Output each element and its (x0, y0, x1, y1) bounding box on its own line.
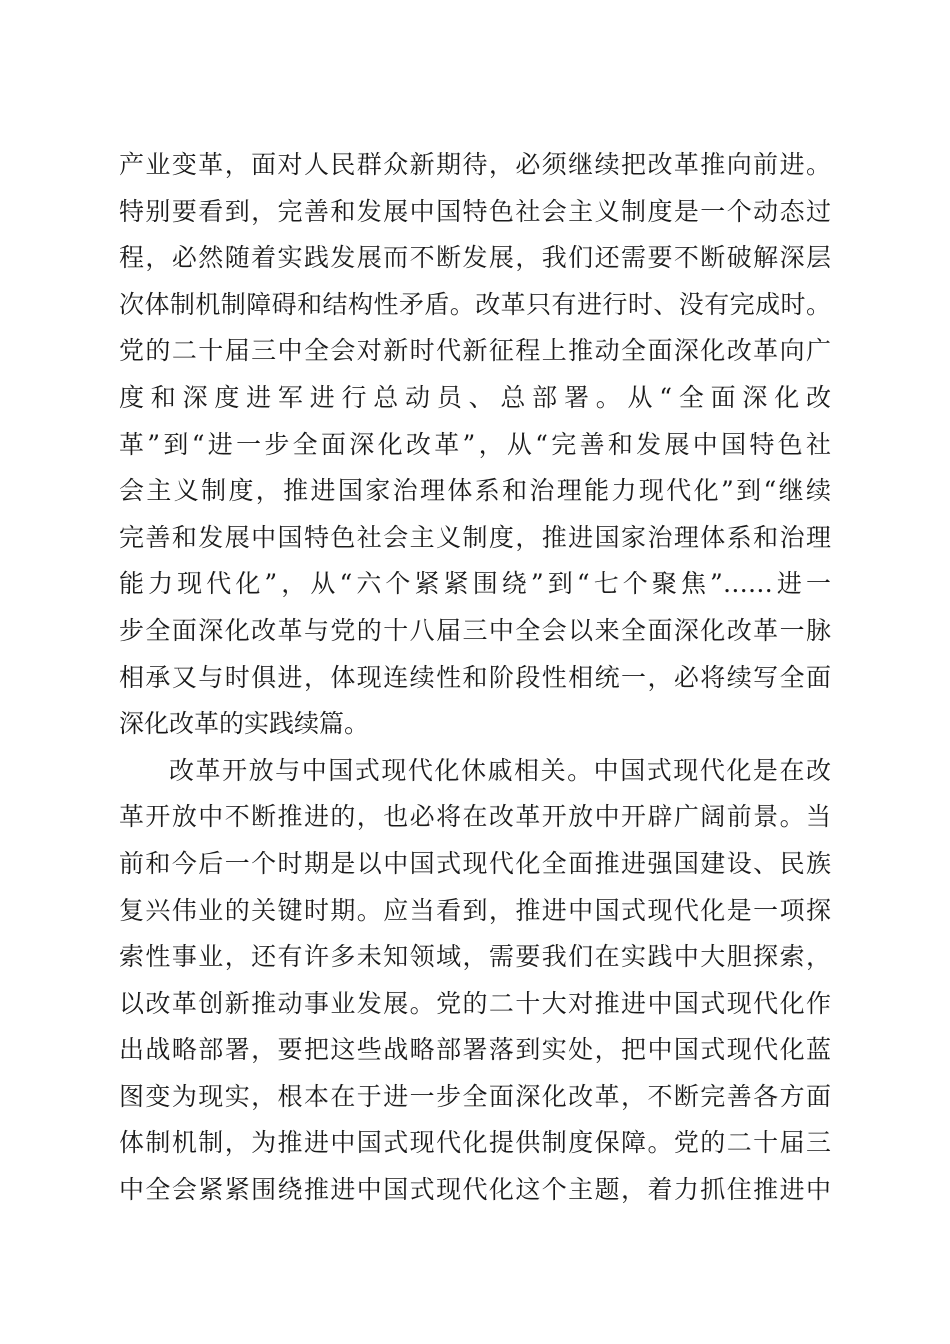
text-line: 改革开放与中国式现代化休戚相关。中国式现代化是在改 (169, 755, 831, 785)
text-line: 程，必然随着实践发展而不断发展，我们还需要不断破解深层 (119, 243, 831, 273)
text-line: 相承又与时俱进，体现连续性和阶段性相统一，必将续写全面 (119, 662, 831, 692)
text-line: 革”到“进一步全面深化改革”，从“完善和发展中国特色社 (119, 429, 831, 459)
text-line: 复兴伟业的关键时期。应当看到，推进中国式现代化是一项探 (119, 895, 831, 925)
text-line: 索性事业，还有许多未知领域，需要我们在实践中大胆探索， (119, 942, 831, 972)
text-line: 党的二十届三中全会对新时代新征程上推动全面深化改革向广 (119, 336, 831, 366)
text-line: 出战略部署，要把这些战略部署落到实处，把中国式现代化蓝 (119, 1035, 831, 1065)
text-line: 度和深度进军进行总动员、总部署。从“全面深化改 (119, 382, 831, 412)
text-line: 革开放中不断推进的，也必将在改革开放中开辟广阔前景。当 (119, 802, 831, 832)
text-line: 次体制机制障碍和结构性矛盾。改革只有进行时、没有完成时。 (119, 289, 831, 319)
paragraph-1 (119, 142, 831, 748)
text-line: 图变为现实，根本在于进一步全面深化改革，不断完善各方面 (119, 1081, 831, 1111)
text-line: 能力现代化”，从“六个紧紧围绕”到“七个聚焦”……进一 (119, 569, 831, 599)
text-line: 以改革创新推动事业发展。党的二十大对推进中国式现代化作 (119, 988, 831, 1018)
text-line: 深化改革的实践续篇。 (119, 709, 370, 739)
text-line: 会主义制度，推进国家治理体系和治理能力现代化”到“继续 (119, 476, 831, 506)
text-line: 特别要看到，完善和发展中国特色社会主义制度是一个动态过 (119, 196, 831, 226)
text-line: 体制机制，为推进中国式现代化提供制度保障。党的二十届三 (119, 1128, 831, 1158)
text-line: 完善和发展中国特色社会主义制度，推进国家治理体系和治理 (119, 522, 831, 552)
text-line: 中全会紧紧围绕推进中国式现代化这个主题，着力抓住推进中 (119, 1175, 831, 1205)
text-line: 前和今后一个时期是以中国式现代化全面推进强国建设、民族 (119, 848, 831, 878)
text-line: 产业变革，面对人民群众新期待，必须继续把改革推向前进。 (119, 150, 831, 179)
paragraph-2 (119, 748, 831, 1214)
text-line: 步全面深化改革与党的十八届三中全会以来全面深化改革一脉 (119, 615, 831, 645)
document-body (119, 142, 831, 1214)
